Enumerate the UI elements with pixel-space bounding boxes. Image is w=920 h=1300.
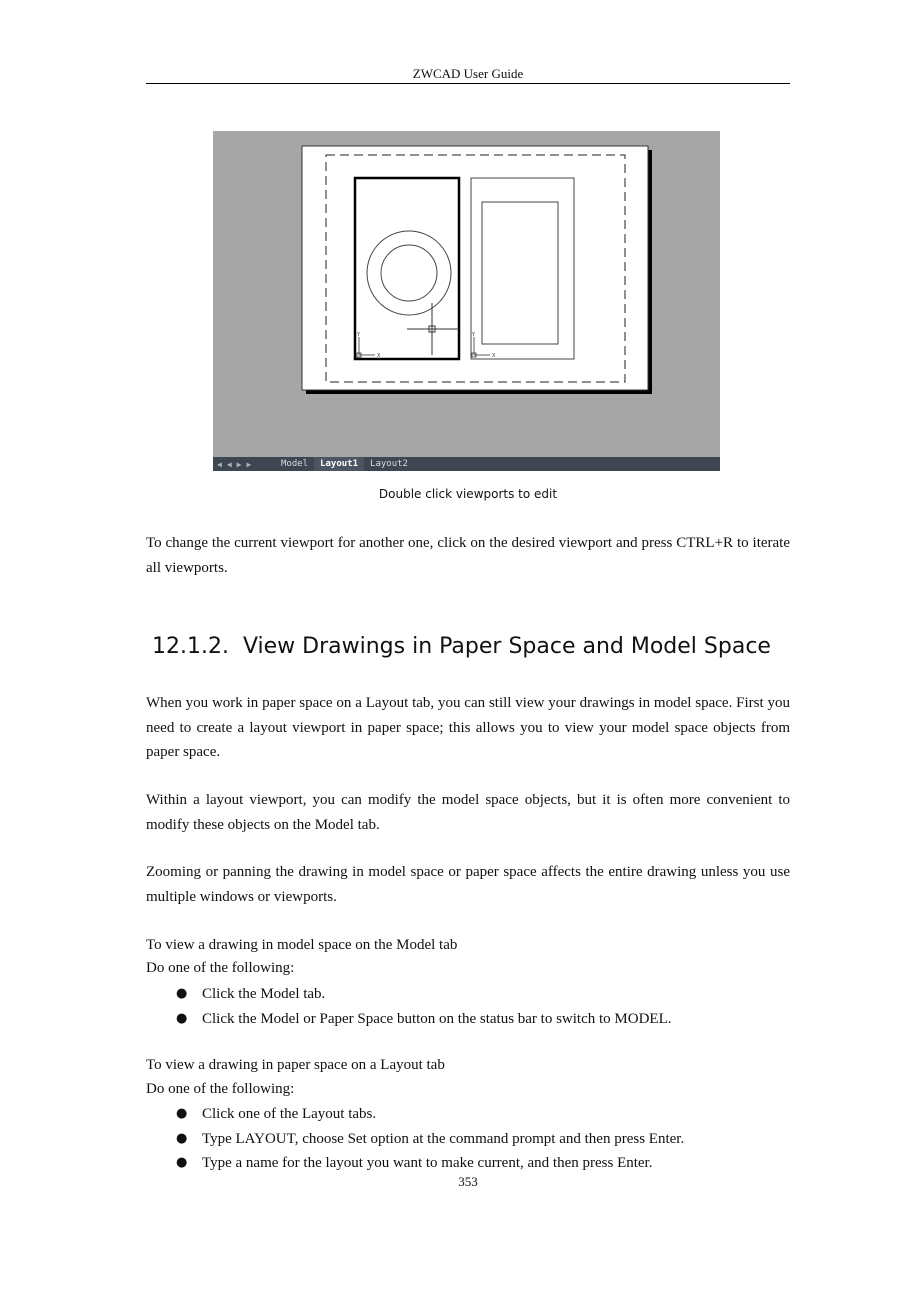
list-item: ● Type a name for the layout you want to make current, and then press Enter. (176, 1155, 653, 1171)
procedure-model-lead: Do one of the following: (146, 960, 295, 976)
procedure-model-list (176, 982, 672, 1031)
header-rule (146, 83, 790, 84)
procedure-layout-lead: Do one of the following: (146, 1081, 295, 1097)
prev-tab-icon[interactable]: ◀ (226, 459, 232, 469)
procedure-layout-list (176, 1102, 684, 1176)
page-number: 353 (458, 1174, 478, 1189)
list-item: ● Click the Model tab. (176, 986, 326, 1002)
section-number: 12.1.2. (152, 634, 229, 659)
paper-space-drawing (213, 131, 720, 457)
last-tab-icon[interactable]: ▶ (246, 459, 252, 469)
intro-paragraph: To change the current viewport for another one, click on the desired viewport and press CTRL+R to iterate all viewports. (146, 535, 790, 576)
ucs-x-letter: X (377, 353, 381, 359)
layout-screenshot-figure (213, 131, 720, 471)
paragraph-zooming: Zooming or panning the drawing in model space or paper space affects the entire drawing unless you use multiple windows or viewports. (146, 864, 790, 905)
tab-model[interactable]: Model (281, 459, 309, 469)
paragraph-paper-space: When you work in paper space on a Layout tab, you can still view your drawings in model space. First you need to create a layout viewport in paper space; this allows you to view your model space objects from paper space. (146, 695, 790, 760)
tab-layout2[interactable]: Layout2 (370, 459, 408, 469)
list-item: ● Type LAYOUT, choose Set option at the command prompt and then press Enter. (176, 1130, 685, 1147)
figure-caption: Double click viewports to edit (378, 487, 558, 501)
procedure-layout-title: To view a drawing in paper space on a Layout tab (146, 1057, 445, 1073)
section-heading (152, 630, 771, 664)
ucs2-y-letter: Y (472, 332, 476, 338)
page-header: ZWCAD User Guide (412, 66, 524, 81)
tab-layout1[interactable]: Layout1 (314, 457, 364, 471)
ucs-y-letter: Y (357, 332, 361, 338)
first-tab-icon[interactable]: ◀ (217, 459, 222, 469)
list-item: ● Click one of the Layout tabs. (176, 1106, 377, 1122)
layout-tab-bar (213, 457, 720, 471)
procedure-model-title: To view a drawing in model space on the Model tab (146, 937, 458, 953)
section-title: View Drawings in Paper Space and Model Space (242, 634, 771, 659)
tab-navigation (213, 460, 275, 469)
paragraph-modify-objects: Within a layout viewport, you can modify the model space objects, but it is often more convenient to modify these objects on the Model tab. (146, 792, 790, 833)
ucs2-x-letter: X (492, 353, 496, 359)
list-item: ● Click the Model or Paper Space button on the status bar to switch to MODEL. (176, 1010, 672, 1027)
next-tab-icon[interactable]: ▶ (236, 459, 242, 469)
